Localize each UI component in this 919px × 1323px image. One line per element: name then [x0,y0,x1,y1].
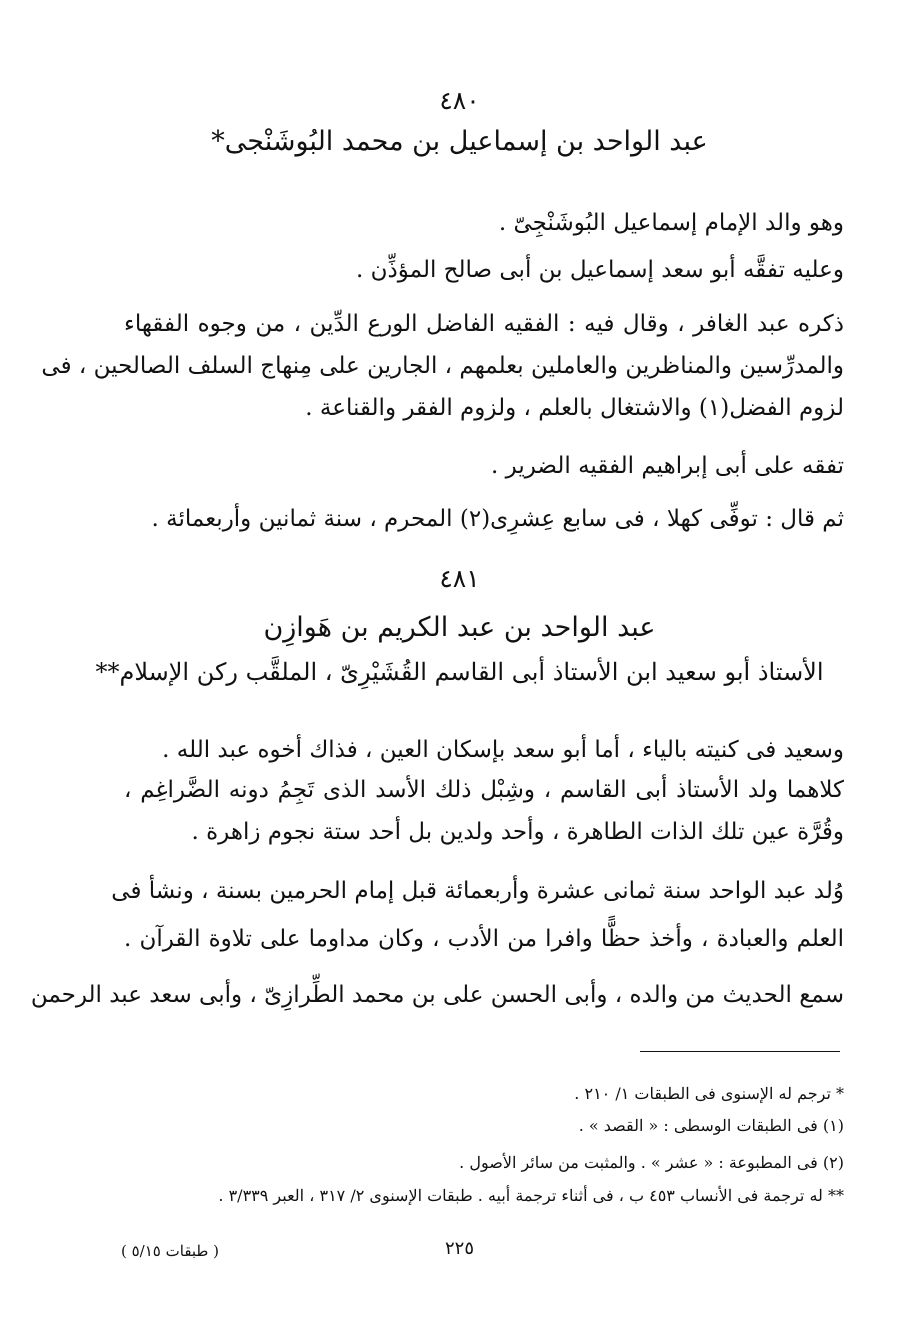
paragraph-line: وهو والد الإمام إسماعيل البُوشَنْجِىّ . [498,210,844,236]
footnote: * ترجم له الإسنوى فى الطبقات ١/ ٢١٠ . [574,1084,844,1103]
paragraph-line: وُلد عبد الواحد سنة ثمانى عشرة وأربعمائة قبل إمام الحرمين بسنة ، ونشأ فى [111,878,844,904]
paragraph-line: سمع الحديث من والده ، وأبى الحسن على بن محمد الطِّرازِىّ ، وأبى سعد عبد الرحمن [30,982,844,1008]
entry-number: ٤٨١ [439,564,480,593]
paragraph-line: تفقه على أبى إبراهيم الفقيه الضرير . [491,453,844,479]
paragraph-line: ذكره عبد الغافر ، وقال فيه : الفقيه الفاضل الورع الدِّين ، من وجوه الفقهاء [124,311,844,337]
paragraph-line: كلاهما ولد الأستاذ أبى القاسم ، وشِبْل ذلك الأسد الذى تَجِمُ دونه الضَّراغِم ، [124,777,844,803]
footnote: (٢) فى المطبوعة : « عشر » . والمثبت من سائر الأصول . [459,1153,844,1172]
page-number: ٢٢٥ [444,1238,474,1259]
footnote-divider [640,1051,840,1052]
entry-subtitle: الأستاذ أبو سعيد ابن الأستاذ أبى القاسم القُشَيْرِىّ ، الملقَّب ركن الإسلام** [95,658,824,686]
entry-number: ٤٨٠ [439,86,480,115]
footnote: (١) فى الطبقات الوسطى : « القصد » . [578,1116,844,1135]
paragraph-line: وسعيد فى كنيته بالياء ، أما أبو سعد بإسكان العين ، فذاك أخوه عبد الله . [162,737,844,763]
paragraph-line: وعليه تفقَّه أبو سعد إسماعيل بن أبى صالح المؤذِّن . [356,257,844,283]
printer-signature: ( طبقات ٥/١٥ ) [121,1242,219,1260]
paragraph-line: وقُرَّة عين تلك الذات الطاهرة ، وأحد ولدين بل أحد ستة نجوم زاهرة . [191,819,844,845]
paragraph-line: والمدرِّسين والمناظرين والعاملين بعلمهم ، الجارين على مِنهاج السلف الصالحين ، فى [41,353,844,379]
entry-title: عبد الواحد بن إسماعيل بن محمد البُوشَنْجى* [211,126,708,157]
paragraph-line: ثم قال : توفِّى كهلا ، فى سابع عِشرِى(٢) المحرم ، سنة ثمانين وأربعمائة . [151,506,844,532]
paragraph-line: لزوم الفضل(١) والاشتغال بالعلم ، ولزوم الفقر والقناعة . [305,395,844,421]
entry-title: عبد الواحد بن عبد الكريم بن هَوازِن [263,612,656,643]
footnote: ** له ترجمة فى الأنساب ٤٥٣ ب ، فى أثناء ترجمة أبيه . طبقات الإسنوى ٢/ ٣١٧ ، العبر ٣/٣٣٩ . [218,1186,844,1205]
paragraph-line: العلم والعبادة ، وأخذ حظًّا وافرا من الأدب ، وكان مداوما على تلاوة القرآن . [124,926,844,952]
